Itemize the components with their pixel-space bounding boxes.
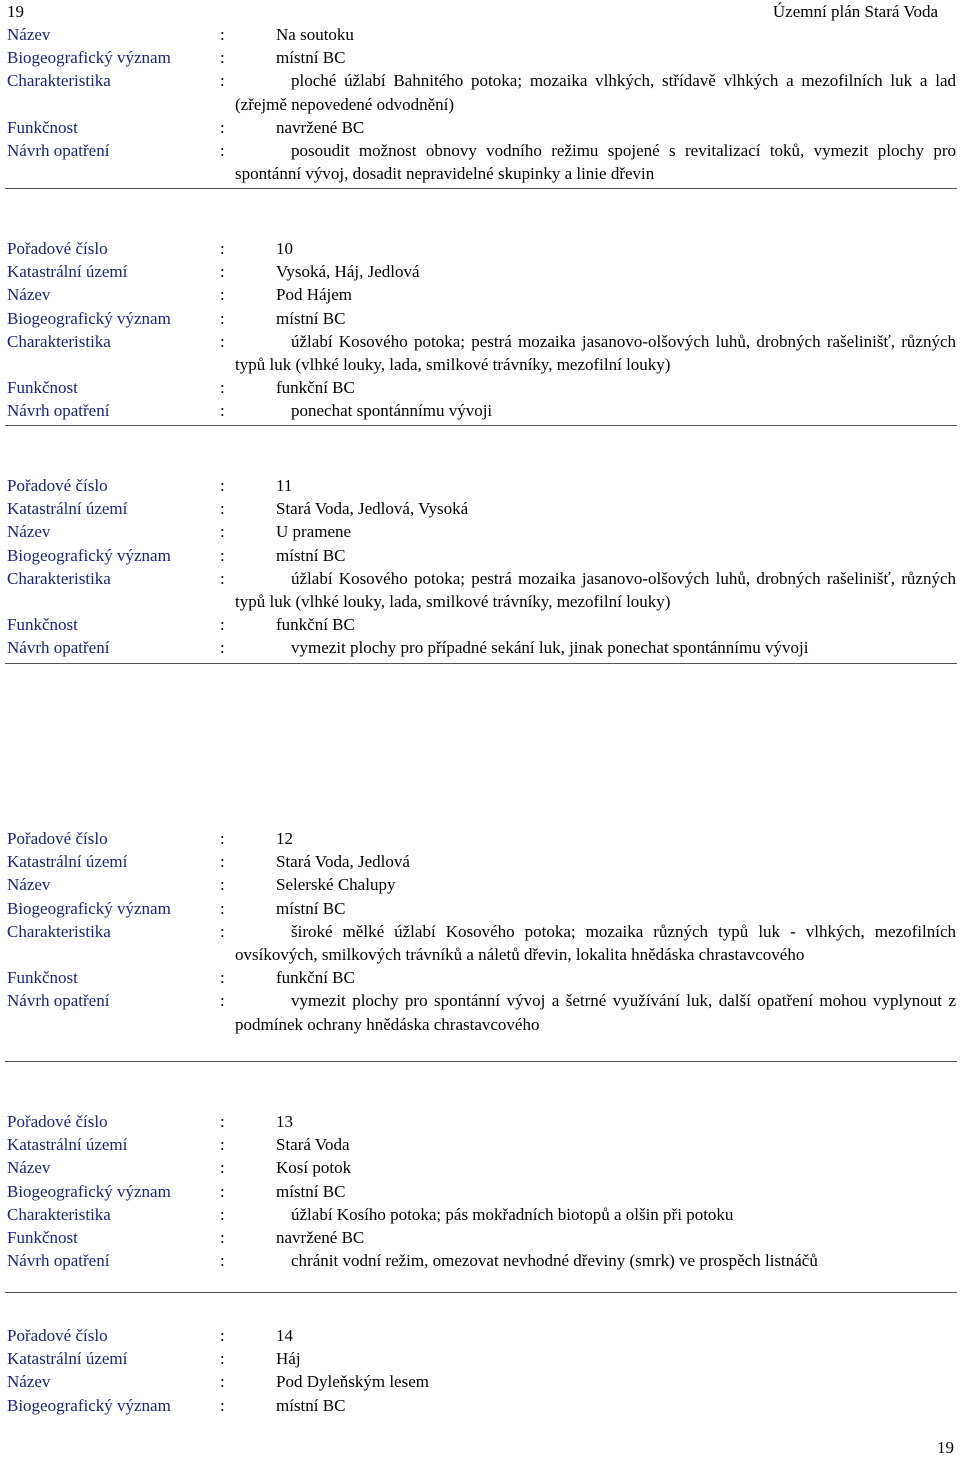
field-value: Pod Hájem bbox=[276, 285, 353, 305]
field-row bbox=[7, 283, 956, 306]
field-label: Název bbox=[7, 522, 51, 542]
field-label: Katastrální území bbox=[7, 852, 128, 872]
field-value: vymezit plochy pro spontánní vývoj a šetrné využívání luk, další opatření mohou vyplynout z podmínek ochrany hnědáska chrastavcového bbox=[235, 991, 956, 1034]
field-separator: : bbox=[220, 898, 225, 918]
field-separator: : bbox=[220, 522, 225, 542]
field-row bbox=[7, 1370, 956, 1393]
field-label: Charakteristika bbox=[7, 71, 111, 91]
field-separator: : bbox=[220, 638, 225, 658]
field-label: Funkčnost bbox=[7, 117, 78, 137]
field-value: Stará Voda bbox=[276, 1135, 350, 1155]
section-divider bbox=[5, 188, 957, 189]
field-separator: : bbox=[220, 141, 225, 161]
field-separator: : bbox=[220, 308, 225, 328]
field-separator: : bbox=[220, 239, 225, 258]
field-separator: : bbox=[220, 1251, 225, 1271]
field-value: Vysoká, Háj, Jedlová bbox=[276, 262, 420, 282]
field-value: funkční BC bbox=[276, 615, 355, 635]
field-row bbox=[7, 139, 956, 185]
field-value: úžlabí Kosového potoka; pestrá mozaika jasanovo-olšových luhů, drobných rašelinišť, různých typů luk (vlhké louky, lada, smilkové trávníky, mezofilní louky) bbox=[235, 331, 956, 375]
field-value: funkční BC bbox=[276, 968, 355, 988]
field-separator: : bbox=[220, 991, 225, 1011]
field-label: Návrh opatření bbox=[7, 638, 110, 658]
field-separator: : bbox=[220, 615, 225, 635]
field-label: Katastrální území bbox=[7, 499, 128, 519]
field-row bbox=[7, 1249, 956, 1272]
field-row bbox=[7, 474, 956, 497]
field-label: Funkčnost bbox=[7, 968, 78, 988]
field-label: Pořadové číslo bbox=[7, 476, 108, 495]
field-value: U pramene bbox=[276, 522, 352, 542]
field-separator: : bbox=[220, 71, 225, 91]
record bbox=[7, 23, 956, 185]
field-label: Charakteristika bbox=[7, 331, 111, 351]
field-value: Stará Voda, Jedlová bbox=[276, 852, 410, 872]
header-page-number: 19 bbox=[7, 2, 24, 21]
field-value: široké mělké úžlabí Kosového potoka; mozaika různých typů luk - vlhkých, mezofilních ovsíkových, smilkových trávníků a náletů dřevin, lokalita hnědáska chrastavcového bbox=[235, 921, 956, 965]
field-row bbox=[7, 69, 956, 115]
field-label: Pořadové číslo bbox=[7, 1112, 108, 1131]
field-value: ponechat spontánnímu vývoji bbox=[291, 401, 493, 421]
field-value: funkční BC bbox=[276, 378, 355, 398]
field-value: Na soutoku bbox=[276, 25, 354, 44]
field-value: místní BC bbox=[276, 308, 346, 328]
field-row bbox=[7, 330, 956, 376]
field-label: Název bbox=[7, 1158, 51, 1178]
record bbox=[7, 237, 956, 423]
field-label: Katastrální území bbox=[7, 1135, 128, 1155]
field-separator: : bbox=[220, 1135, 225, 1155]
field-label: Název bbox=[7, 875, 51, 895]
field-separator: : bbox=[220, 476, 225, 495]
field-row bbox=[7, 1347, 956, 1370]
field-value: navržené BC bbox=[276, 117, 365, 137]
field-row bbox=[7, 850, 956, 873]
field-separator: : bbox=[220, 48, 225, 68]
field-label: Biogeografický význam bbox=[7, 545, 171, 565]
field-separator: : bbox=[220, 1228, 225, 1248]
field-value: 14 bbox=[276, 1326, 293, 1345]
field-row bbox=[7, 46, 956, 69]
field-value: místní BC bbox=[276, 545, 346, 565]
field-label: Funkčnost bbox=[7, 1228, 78, 1248]
field-row bbox=[7, 1156, 956, 1179]
field-row bbox=[7, 1394, 956, 1417]
field-value: 12 bbox=[276, 829, 293, 848]
field-label: Návrh opatření bbox=[7, 141, 110, 161]
field-row bbox=[7, 260, 956, 283]
field-label: Biogeografický význam bbox=[7, 1181, 171, 1201]
field-row bbox=[7, 966, 956, 989]
field-separator: : bbox=[220, 1349, 225, 1369]
field-label: Název bbox=[7, 285, 51, 305]
field-label: Katastrální území bbox=[7, 262, 128, 282]
field-row bbox=[7, 1324, 956, 1347]
field-row bbox=[7, 116, 956, 139]
field-row bbox=[7, 399, 956, 422]
field-value: 13 bbox=[276, 1112, 293, 1131]
field-separator: : bbox=[220, 285, 225, 305]
field-row bbox=[7, 1133, 956, 1156]
field-value: 10 bbox=[276, 239, 293, 258]
page-header bbox=[7, 0, 938, 24]
field-row bbox=[7, 1180, 956, 1203]
field-separator: : bbox=[220, 875, 225, 895]
field-separator: : bbox=[220, 1112, 225, 1131]
field-separator: : bbox=[220, 1181, 225, 1201]
field-row bbox=[7, 1110, 956, 1133]
field-label: Charakteristika bbox=[7, 568, 111, 588]
section-divider bbox=[5, 425, 957, 426]
field-value: místní BC bbox=[276, 1395, 346, 1415]
field-label: Funkčnost bbox=[7, 615, 78, 635]
field-label: Biogeografický význam bbox=[7, 1395, 171, 1415]
field-value: Selerské Chalupy bbox=[276, 875, 396, 895]
field-value: posoudit možnost obnovy vodního režimu spojené s revitalizací toků, vymezit plochy pro spontánní vývoj, dosadit nepravidelné skupinky a linie dřevin bbox=[235, 141, 956, 184]
field-label: Návrh opatření bbox=[7, 401, 110, 421]
field-label: Charakteristika bbox=[7, 1204, 111, 1224]
field-separator: : bbox=[220, 499, 225, 519]
field-row bbox=[7, 989, 956, 1035]
field-value: Pod Dyleňským lesem bbox=[276, 1372, 429, 1392]
field-value: chránit vodní režim, omezovat nevhodné dřeviny (smrk) ve prospěch listnáčů bbox=[291, 1251, 818, 1271]
field-separator: : bbox=[220, 1158, 225, 1178]
section-divider bbox=[5, 663, 957, 664]
field-label: Název bbox=[7, 25, 51, 44]
field-row bbox=[7, 827, 956, 850]
field-row bbox=[7, 237, 956, 260]
field-separator: : bbox=[220, 968, 225, 988]
field-value: Stará Voda, Jedlová, Vysoká bbox=[276, 499, 469, 519]
field-row bbox=[7, 613, 956, 636]
field-separator: : bbox=[220, 25, 225, 44]
record bbox=[7, 827, 956, 1036]
field-separator: : bbox=[220, 852, 225, 872]
field-separator: : bbox=[220, 1395, 225, 1415]
section-divider bbox=[5, 1061, 957, 1062]
field-value: Kosí potok bbox=[276, 1158, 352, 1178]
field-row bbox=[7, 1226, 956, 1249]
field-row bbox=[7, 497, 956, 520]
field-separator: : bbox=[220, 545, 225, 565]
field-separator: : bbox=[220, 378, 225, 398]
field-separator: : bbox=[220, 568, 225, 588]
field-separator: : bbox=[220, 117, 225, 137]
field-row bbox=[7, 23, 956, 46]
field-value: 11 bbox=[276, 476, 293, 495]
field-value: navržené BC bbox=[276, 1228, 365, 1248]
field-label: Biogeografický význam bbox=[7, 48, 171, 68]
field-row bbox=[7, 920, 956, 966]
field-label: Charakteristika bbox=[7, 921, 111, 941]
field-separator: : bbox=[220, 829, 225, 848]
field-separator: : bbox=[220, 1204, 225, 1224]
field-separator: : bbox=[220, 401, 225, 421]
field-value: Háj bbox=[276, 1349, 301, 1369]
field-value: vymezit plochy pro případné sekání luk, jinak ponechat spontánnímu vývoji bbox=[291, 638, 809, 658]
section-divider bbox=[5, 1292, 957, 1293]
field-row bbox=[7, 520, 956, 543]
field-separator: : bbox=[220, 1326, 225, 1345]
field-value: úžlabí Kosového potoka; pestrá mozaika jasanovo-olšových luhů, drobných rašelinišť, různých typů luk (vlhké louky, lada, smilkové trávníky, mezofilní louky) bbox=[235, 568, 956, 612]
field-row bbox=[7, 636, 956, 659]
field-label: Funkčnost bbox=[7, 378, 78, 398]
field-value: úžlabí Kosího potoka; pás mokřadních biotopů a olšin při potoku bbox=[291, 1204, 734, 1224]
field-row bbox=[7, 1203, 956, 1226]
field-label: Návrh opatření bbox=[7, 991, 110, 1011]
footer-page-number: 19 bbox=[937, 1438, 954, 1457]
record bbox=[7, 474, 956, 660]
field-row bbox=[7, 544, 956, 567]
field-value: místní BC bbox=[276, 48, 346, 68]
field-label: Návrh opatření bbox=[7, 1251, 110, 1271]
record bbox=[7, 1324, 956, 1417]
field-separator: : bbox=[220, 1372, 225, 1392]
header-document-title: Územní plán Stará Voda bbox=[772, 2, 938, 21]
field-label: Biogeografický význam bbox=[7, 898, 171, 918]
field-row bbox=[7, 307, 956, 330]
field-label: Katastrální území bbox=[7, 1349, 128, 1369]
field-value: ploché úžlabí Bahnitého potoka; mozaika vlhkých, střídavě vlhkých a mezofilních luk a lad (zřejmě nepovedené odvodnění) bbox=[235, 71, 956, 114]
field-row bbox=[7, 873, 956, 896]
field-value: místní BC bbox=[276, 1181, 346, 1201]
field-label: Pořadové číslo bbox=[7, 1326, 108, 1345]
field-row bbox=[7, 897, 956, 920]
field-label: Název bbox=[7, 1372, 51, 1392]
field-row bbox=[7, 376, 956, 399]
field-label: Pořadové číslo bbox=[7, 239, 108, 258]
field-value: místní BC bbox=[276, 898, 346, 918]
field-separator: : bbox=[220, 331, 225, 351]
field-separator: : bbox=[220, 262, 225, 282]
field-label: Biogeografický význam bbox=[7, 308, 171, 328]
field-label: Pořadové číslo bbox=[7, 829, 108, 848]
record bbox=[7, 1110, 956, 1272]
field-row bbox=[7, 567, 956, 613]
field-separator: : bbox=[220, 921, 225, 941]
